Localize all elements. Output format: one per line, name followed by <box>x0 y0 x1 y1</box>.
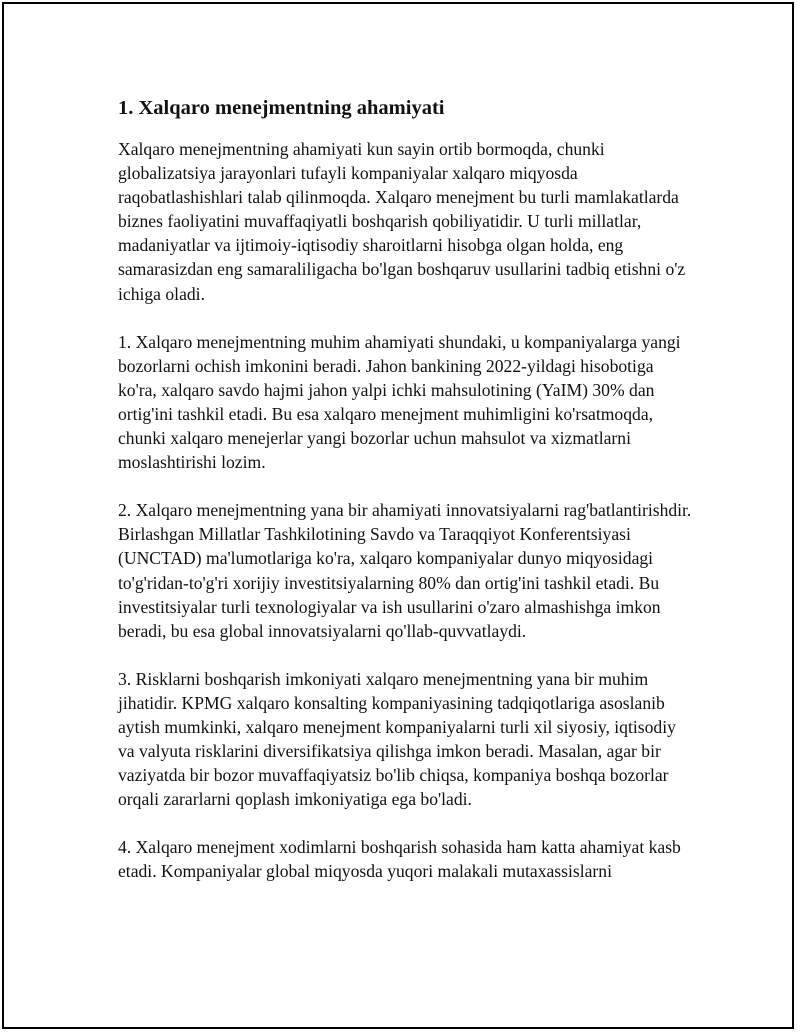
paragraph-point-2: 2. Xalqaro menejmentning yana bir ahamiyati innovatsiyalarni rag'batlantirishdir. Birlashgan Millatlar Tashkilotining Savdo va Taraqqiyot Konferentsiyasi (UNCTAD) ma'lumotlariga ko'ra, xalqaro kompaniyalar dunyo miqyosidagi to'g'ridan-to'g'ri xorijiy investitsiyalarning 80% dan ortig'ini tashkil etadi. Bu investitsiyalar turli texnologiyalar va ish usullarini o'zaro almashishga imkon beradi, bu esa global innovatsiyalarni qo'llab-quvvatlaydi. <box>118 500 692 641</box>
paragraph-point-4: 4. Xalqaro menejment xodimlarni boshqarish sohasida ham katta ahamiyat kasb etadi. Kompaniyalar global miqyosda yuqori malakali mutaxassislarni <box>118 837 681 882</box>
paragraph-point-1: 1. Xalqaro menejmentning muhim ahamiyati shundaki, u kompaniyalarga yangi bozorlarni ochish imkonini beradi. Jahon bankining 2022-yildagi hisobotiga ko'ra, xalqaro savdo hajmi jahon yalpi ichki mahsulotining (YaIM) 30% dan ortig'ini tashkil etadi. Bu esa xalqaro menejment muhimligini ko'rsatmoqda, chunki xalqaro menejerlar yangi bozorlar uchun mahsulot va xizmatlarni moslashtirishi lozim. <box>118 331 681 473</box>
intro-paragraph: Xalqaro menejmentning ahamiyati kun sayin ortib bormoqda, chunki globalizatsiya jarayonlari tufayli kompaniyalar xalqaro miqyosda raqobatlashishlari talab qilinmoqda. Xalqaro menejment bu turli mamlakatlarda biznes faoliyatini muvaffaqiyatli boshqarish qobiliyatidir. U turli millatlar, madaniyatlar va ijtimoiy-iqtisodiy sharoitlarni hisobga olgan holda, eng samarasizdan eng samaraliligacha bo'lgan boshqaruv usullarini tadbiq etishni o'z ichiga oladi. <box>118 139 686 304</box>
paragraph-point-3: 3. Risklarni boshqarish imkoniyati xalqaro menejmentning yana bir muhim jihatidir. KPMG xalqaro konsalting kompaniyasining tadqiqotlariga asoslanib aytish mumkinki, xalqaro menejment kompaniyalarni turli xil siyosiy, iqtisodiy va valyuta risklarini diversifikatsiya qilishga imkon beradi. Masalan, agar bir vaziyatda bir bozor muvaffaqiyatsiz bo'lib chiqsa, kompaniya boshqa bozorlar orqali zararlarni qoplash imkoniyatiga ega bo'ladi. <box>118 668 676 810</box>
document-body <box>118 96 693 908</box>
section-heading: 1. Xalqaro menejmentning ahamiyati <box>118 97 445 119</box>
